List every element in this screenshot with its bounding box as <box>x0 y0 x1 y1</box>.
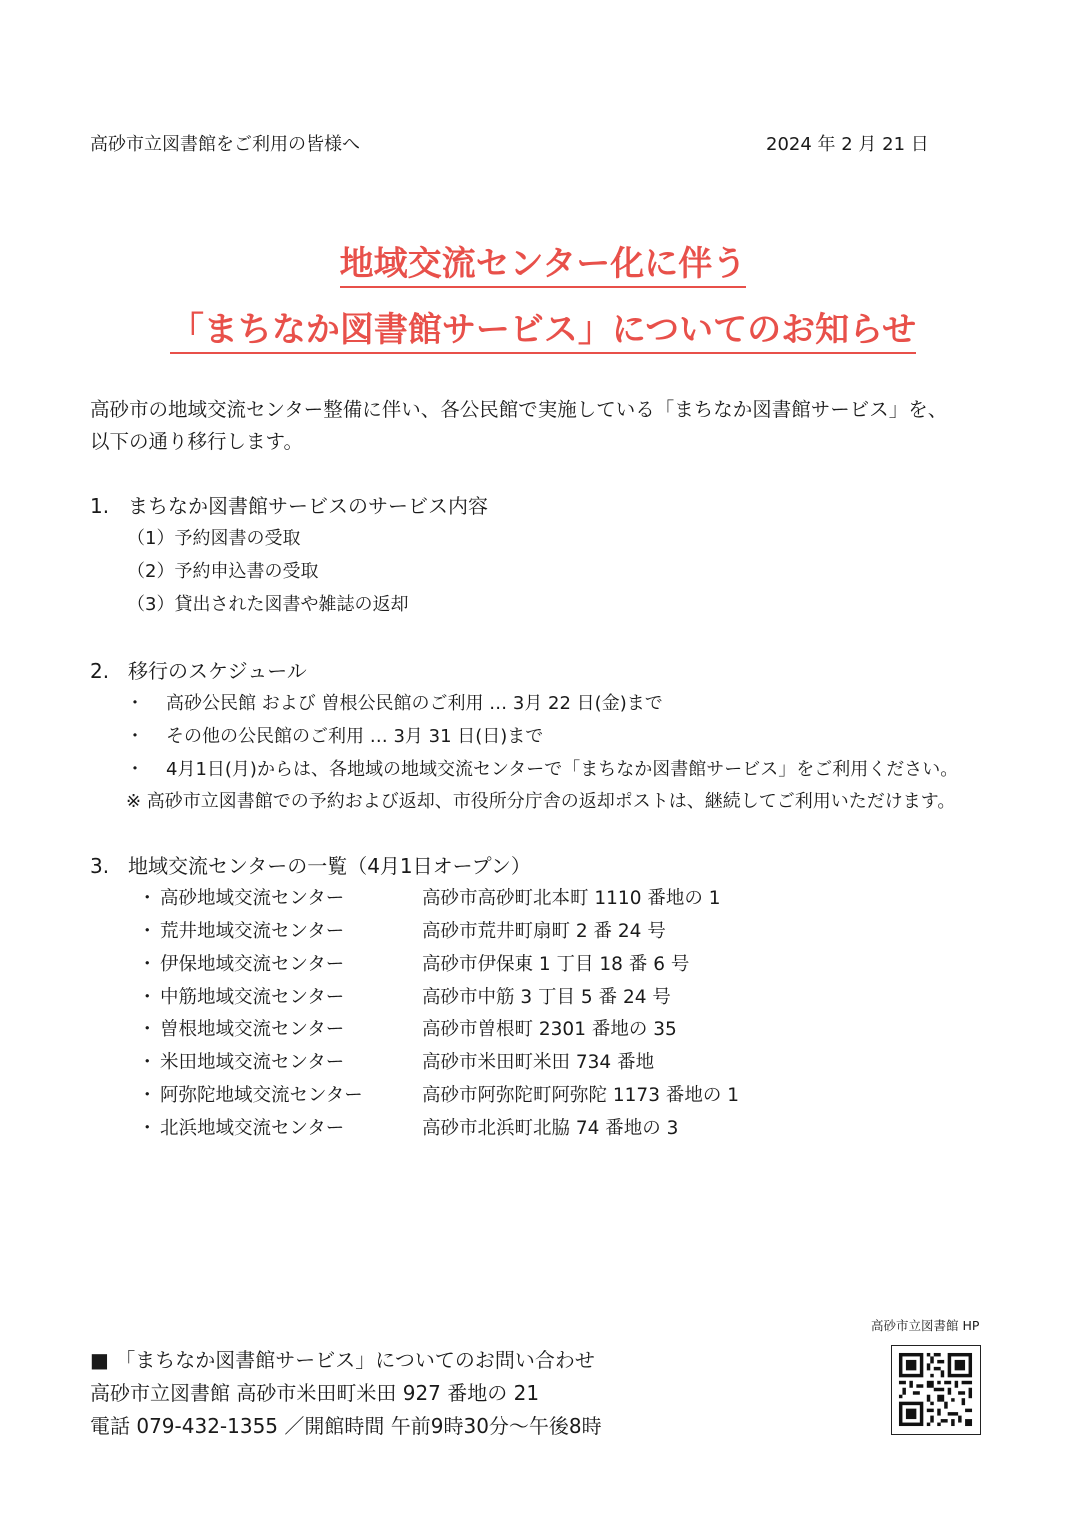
bullet: ・ <box>126 693 144 714</box>
center-name: 荒井地域交流センター <box>160 921 345 942</box>
bullet: ・ <box>138 1085 157 1106</box>
center-row <box>138 983 671 1009</box>
center-address: 高砂市阿弥陀町阿弥陀 1173 番地の 1 <box>422 1085 739 1106</box>
schedule-item-text: 高砂公民館 および 曽根公民館のご利用 … 3月 22 日(金)まで <box>166 693 663 714</box>
title-line-2-text: 「まちなか図書館サービス」についてのお知らせ <box>170 310 916 354</box>
bullet: ・ <box>126 759 144 780</box>
center-row <box>138 1048 655 1074</box>
center-address: 高砂市米田町米田 734 番地 <box>422 1052 655 1073</box>
center-name: 中筋地域交流センター <box>160 987 345 1008</box>
section-2-heading <box>90 655 307 684</box>
bullet: ・ <box>138 1019 157 1040</box>
section-3-number: 3. <box>90 854 110 878</box>
bullet: ・ <box>138 1118 157 1139</box>
section-3-title: 地域交流センターの一覧（4月1日オープン） <box>128 854 531 878</box>
schedule-item <box>126 755 958 781</box>
section-2-number: 2. <box>90 659 110 683</box>
document-date: 2024 年 2 月 21 日 <box>766 134 929 155</box>
schedule-item-text: 4月1日(月)からは、各地域の地域交流センターで「まちなか図書館サービス」をご利用ください。 <box>166 759 959 780</box>
bullet: ・ <box>138 954 157 975</box>
center-address: 高砂市中筋 3 丁目 5 番 24 号 <box>422 987 671 1008</box>
center-row <box>138 884 721 910</box>
center-address: 高砂市荒井町扇町 2 番 24 号 <box>422 921 666 942</box>
center-name: 曽根地域交流センター <box>160 1019 345 1040</box>
bullet: ・ <box>138 921 157 942</box>
intro-line-1: 高砂市の地域交流センター整備に伴い、各公民館で実施している「まちなか図書館サービス」を、 <box>90 398 948 421</box>
recipient-line: 高砂市立図書館をご利用の皆様へ <box>90 134 360 155</box>
title-line-1-text: 地域交流センター化に伴う <box>340 244 747 288</box>
schedule-item-text: その他の公民館のご利用 … 3月 31 日(日)まで <box>166 726 544 747</box>
schedule-item <box>126 722 543 748</box>
bullet: ・ <box>138 888 157 909</box>
schedule-item <box>126 689 663 715</box>
center-address: 高砂市北浜町北脇 74 番地の 3 <box>422 1118 679 1139</box>
bullet: ・ <box>138 987 157 1008</box>
center-row <box>138 1015 677 1041</box>
intro-line-2: 以下の通り移行します。 <box>90 430 303 453</box>
contact-heading: ■ 「まちなか図書館サービス」についてのお問い合わせ <box>90 1348 595 1372</box>
center-address: 高砂市伊保東 1 丁目 18 番 6 号 <box>422 954 690 975</box>
center-address: 高砂市高砂町北本町 1110 番地の 1 <box>422 888 721 909</box>
center-name: 高砂地域交流センター <box>160 888 345 909</box>
qr-label: 高砂市立図書館 HP <box>871 1318 980 1333</box>
section-3-heading <box>90 850 531 879</box>
contact-address: 高砂市立図書館 高砂市米田町米田 927 番地の 21 <box>90 1381 540 1405</box>
center-name: 米田地域交流センター <box>160 1052 345 1073</box>
bullet: ・ <box>138 1052 157 1073</box>
section-1-title: まちなか図書館サービスのサービス内容 <box>128 494 488 518</box>
schedule-note: ※ 高砂市立図書館での予約および返却、市役所分庁舎の返却ポストは、継続してご利用いただけます。 <box>126 791 956 812</box>
qr-code-frame[interactable] <box>891 1345 981 1435</box>
contact-phone-hours: 電話 079-432-1355 ／開館時間 午前9時30分～午後8時 <box>90 1414 602 1438</box>
center-row <box>138 1081 739 1107</box>
service-item: （3）貸出された図書や雑誌の返却 <box>127 594 409 615</box>
service-item: （1）予約図書の受取 <box>127 528 301 549</box>
service-item: （2）予約申込書の受取 <box>127 561 319 582</box>
qr-code-icon <box>892 1346 979 1433</box>
center-name: 阿弥陀地域交流センター <box>160 1085 363 1106</box>
section-1-heading <box>90 490 488 519</box>
center-row <box>138 950 690 976</box>
center-name: 北浜地域交流センター <box>160 1118 345 1139</box>
center-address: 高砂市曽根町 2301 番地の 35 <box>422 1019 677 1040</box>
center-row <box>138 917 666 943</box>
center-row <box>138 1114 679 1140</box>
section-1-number: 1. <box>90 494 110 518</box>
bullet: ・ <box>126 726 144 747</box>
center-name: 伊保地域交流センター <box>160 954 345 975</box>
title-line-2 <box>0 302 1086 351</box>
title-line-1 <box>0 236 1086 285</box>
section-2-title: 移行のスケジュール <box>128 659 307 683</box>
